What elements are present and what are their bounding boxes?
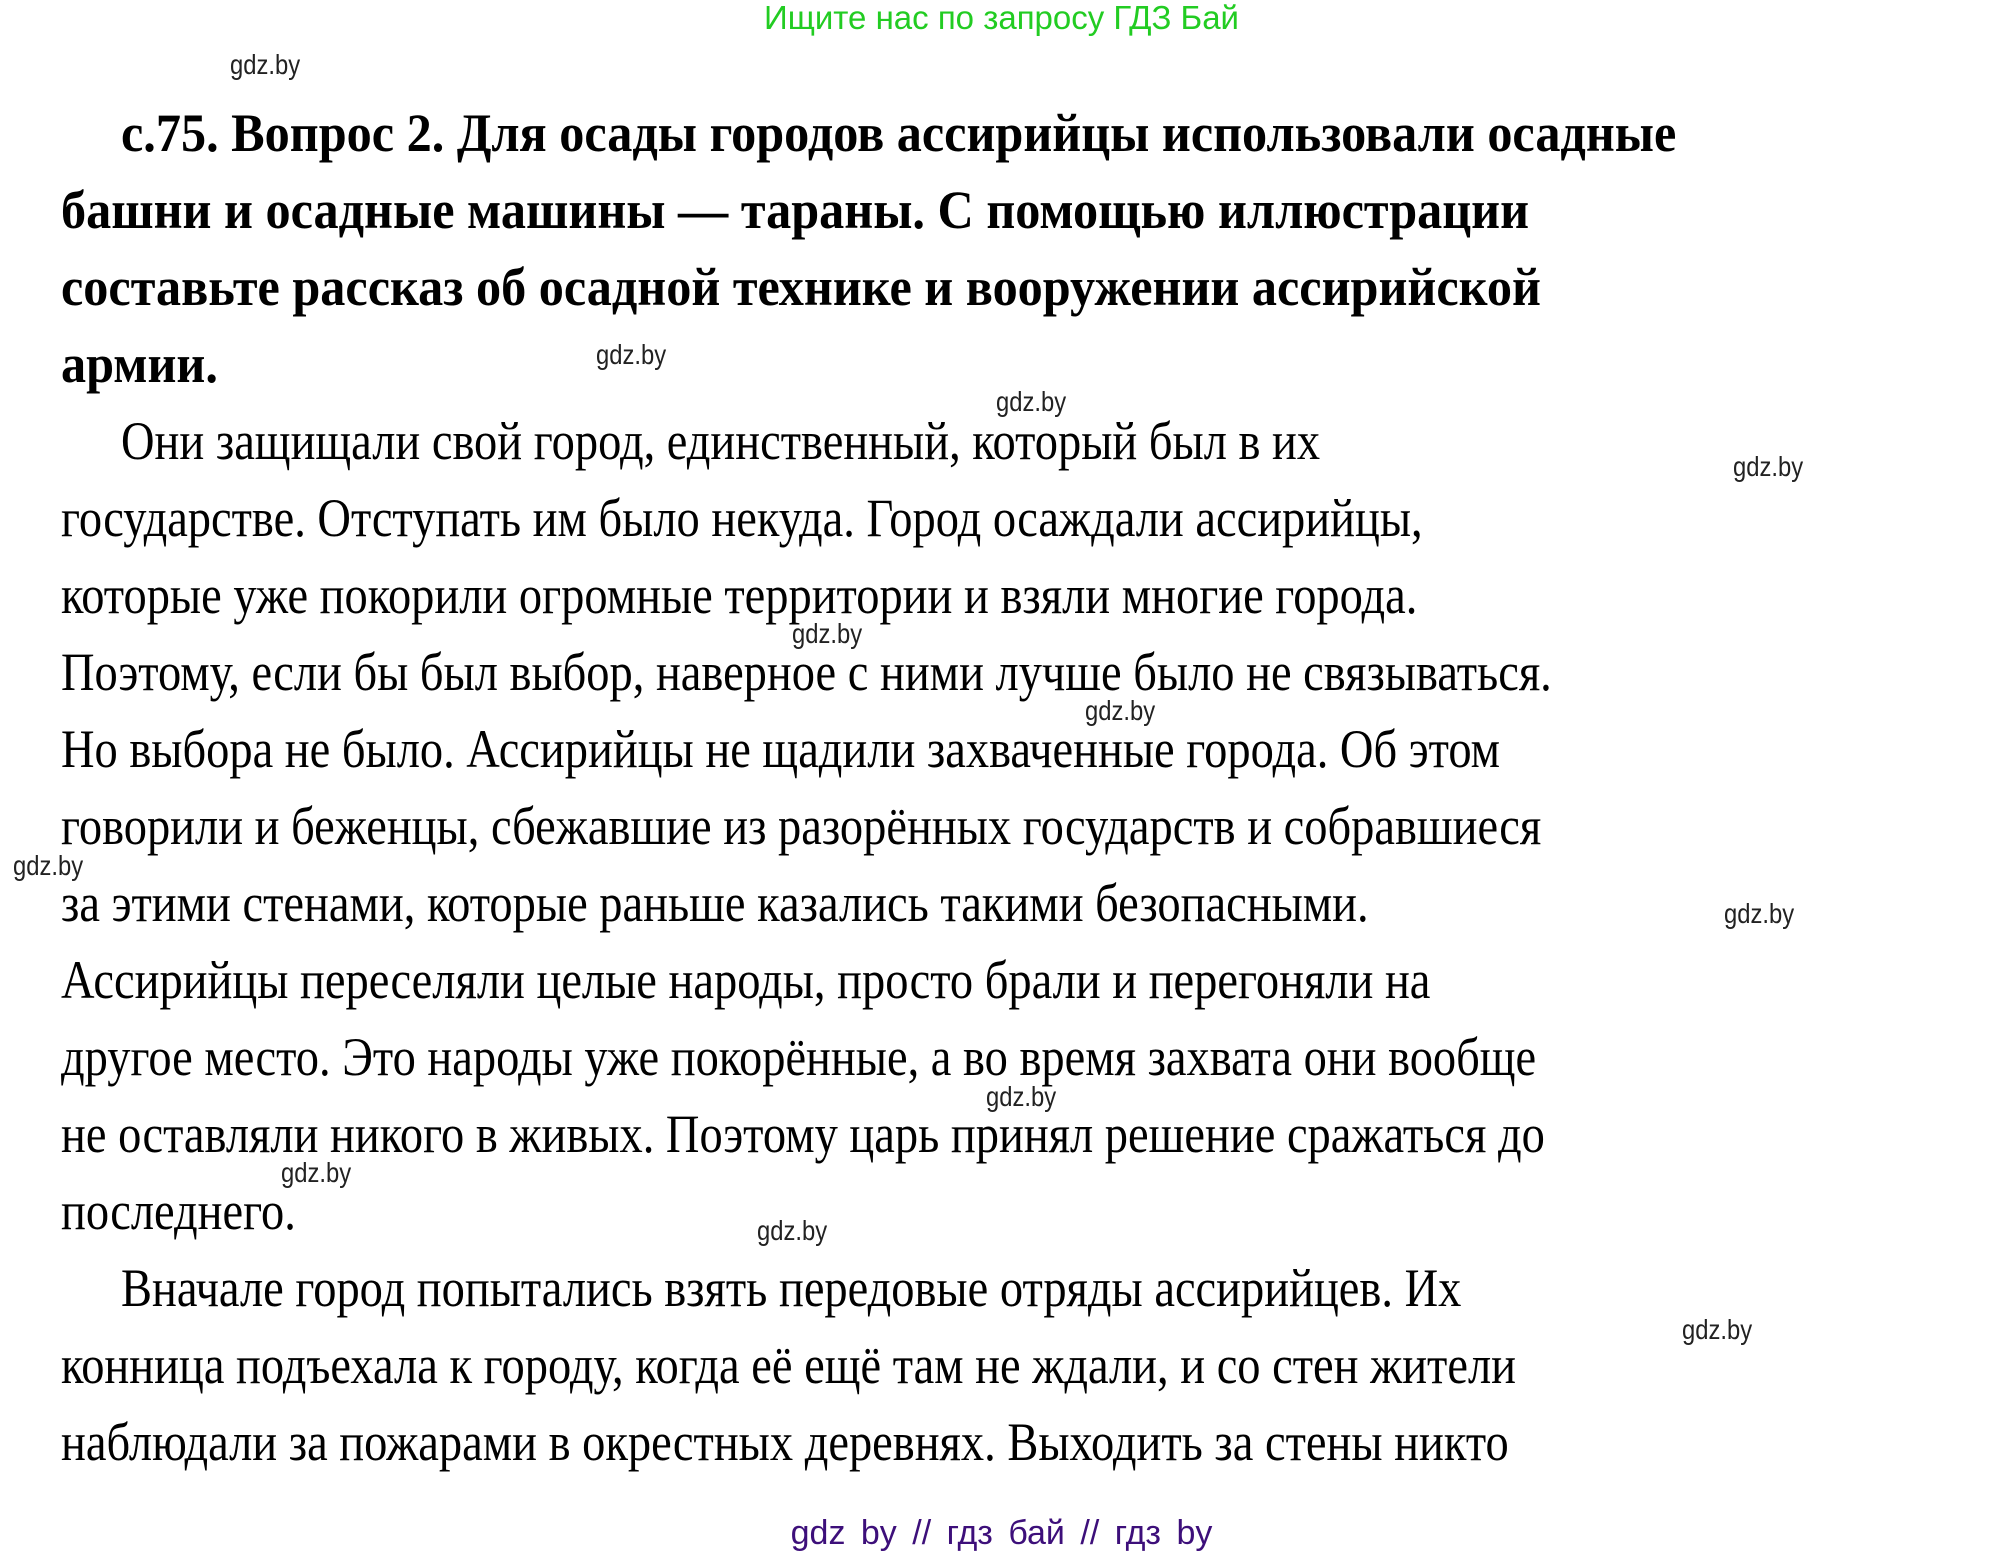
watermark: gdz.by [1733, 451, 1804, 482]
watermark: gdz.by [996, 386, 1067, 417]
watermark: gdz.by [596, 339, 667, 370]
answer-line-9: другое место. Это народы уже покорённые, а во время захвата они вообще [61, 1027, 1537, 1087]
question-line-1: с.75. Вопрос 2. Для осады городов ассирийцы использовали осадные [121, 103, 1677, 163]
watermark: gdz.by [792, 618, 863, 649]
watermark: gdz.by [1085, 695, 1156, 726]
question-line-2: башни и осадные машины — тараны. С помощью иллюстрации [61, 180, 1530, 240]
answer-line-10: не оставляли никого в живых. Поэтому царь принял решение сражаться до [61, 1104, 1545, 1164]
watermark: gdz.by [1724, 898, 1795, 929]
watermark: gdz.by [230, 49, 301, 80]
answer-line-11: последнего. [61, 1181, 296, 1241]
answer-line-6: говорили и беженцы, сбежавшие из разорённых государств и собравшиеся [61, 796, 1542, 856]
watermark: gdz.by [757, 1215, 828, 1246]
footer-links: gdz by // гдз бай // гдз by [790, 1514, 1213, 1552]
answer-line-12: Вначале город попытались взять передовые отряды ассирийцев. Их [121, 1258, 1462, 1318]
question-line-4: армии. [61, 334, 218, 394]
answer-line-14: наблюдали за пожарами в окрестных деревнях. Выходить за стены никто [61, 1412, 1509, 1472]
answer-line-2: государстве. Отступать им было некуда. Город осаждали ассирийцы, [61, 488, 1423, 548]
answer-line-13: конница подъехала к городу, когда её ещё там не ждали, и со стен жители [61, 1335, 1516, 1395]
answer-line-7: за этими стенами, которые раньше казались такими безопасными. [61, 873, 1369, 933]
watermark: gdz.by [986, 1081, 1057, 1112]
promo-header: Ищите нас по запросу ГДЗ Бай [764, 0, 1239, 36]
question-line-3: составьте рассказ об осадной технике и вооружении ассирийской [61, 257, 1541, 317]
watermark: gdz.by [1682, 1314, 1753, 1345]
answer-line-1: Они защищали свой город, единственный, который был в их [121, 411, 1321, 471]
answer-line-4: Поэтому, если бы был выбор, наверное с ними лучше было не связываться. [61, 642, 1552, 702]
watermark: gdz.by [281, 1157, 352, 1188]
watermark: gdz.by [13, 850, 84, 881]
answer-line-5: Но выбора не было. Ассирийцы не щадили захваченные города. Об этом [61, 719, 1501, 779]
answer-line-3: которые уже покорили огромные территории и взяли многие города. [61, 565, 1418, 625]
answer-line-8: Ассирийцы переселяли целые народы, просто брали и перегоняли на [61, 950, 1431, 1010]
